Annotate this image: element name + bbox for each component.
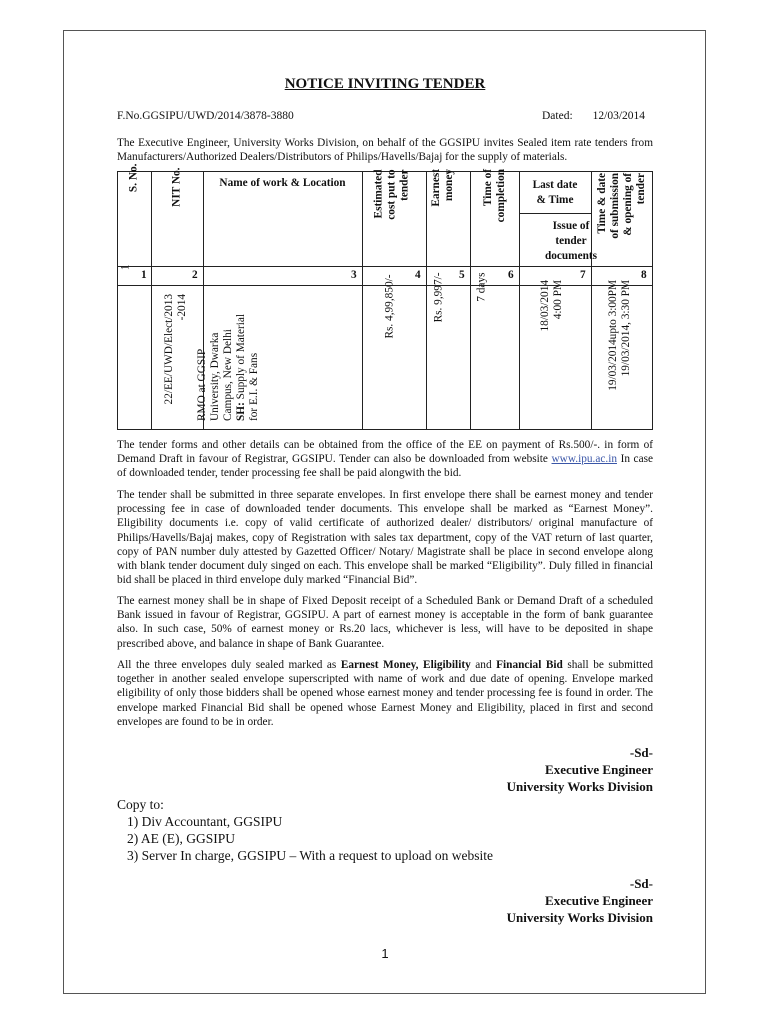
- intro-paragraph: The Executive Engineer, University Works Division, on behalf of the GGSIPU invites Sealed item rate tenders from Manufacturers/Authorized Dealers/Distributors of Philips/Havells/Bajaj for the supply of materials.: [117, 137, 653, 164]
- header-sub-line2: of submission: [609, 173, 621, 239]
- col-divider-4: [426, 171, 427, 430]
- header-submission: [596, 173, 648, 263]
- row-issue: [539, 280, 565, 370]
- row-submission: [607, 280, 633, 420]
- col-divider-7: [591, 171, 592, 430]
- para4-bold-1: Earnest Money, Eligibility: [340, 659, 471, 671]
- col-divider-5: [470, 171, 471, 430]
- header-time-line1: Time of: [482, 169, 494, 207]
- col-number: 8: [641, 269, 647, 281]
- row-nit-line1: 22/EE/UWD/Elect/2013: [163, 294, 175, 405]
- row-work-line5: for E.I. & Fans: [248, 352, 260, 421]
- row-work-line4-text: Supply of Material: [235, 313, 247, 403]
- last-date-divider: [519, 213, 591, 214]
- paragraph-tender-forms: [117, 438, 653, 481]
- paragraph-earnest-money: The earnest money shall be in shape of Fixed Deposit receipt of a Scheduled Bank or Demand Draft of a scheduled Bank issued in favour of Registrar, GGSIPU. A part of earnest money is acceptable in the form of bank guarantee also. In such case, 50% of earnest money or Rs.20 lacs, whichever is less, will have to be deposited in shape prescribed above, and balance in shape of Bank Guarantee.: [117, 595, 653, 650]
- col-number: 5: [459, 269, 465, 281]
- row-work: [196, 291, 262, 421]
- col-number: 3: [351, 269, 357, 281]
- signature-division: University Works Division: [506, 910, 653, 925]
- signature-division: University Works Division: [506, 779, 653, 794]
- row-issue-line2: 4:00 PM: [552, 280, 564, 320]
- col-divider-1: [151, 171, 152, 430]
- header-cost-line1: Estimated: [372, 169, 385, 219]
- header-earnest-line1: Earnest: [430, 169, 442, 207]
- para4-text-a: All the three envelopes duly sealed marked as: [117, 659, 341, 671]
- signature-designation: Executive Engineer: [545, 762, 653, 777]
- copy-to-item: 1) Div Accountant, GGSIPU: [127, 814, 283, 829]
- dated-value: 12/03/2014: [592, 110, 646, 122]
- header-time-line2: completion: [495, 169, 507, 223]
- header-last-line2: & Time: [536, 194, 574, 206]
- col-number: 2: [192, 269, 198, 281]
- copy-to-list: [117, 813, 493, 864]
- header-issue-line2: tender: [555, 235, 587, 247]
- copy-to-item: 3) Server In charge, GGSIPU – With a request to upload on website: [127, 848, 494, 863]
- para4-bold-2: Financial Bid: [496, 659, 563, 671]
- header-last-date: [519, 178, 591, 208]
- tender-table: [117, 163, 653, 430]
- table-border-left: [117, 171, 118, 430]
- header-nit: NIT No.: [170, 167, 183, 207]
- copy-to-item: 2) AE (E), GGSIPU: [127, 831, 235, 846]
- para1-text-b: In case of downloaded tender, tender processing fee shall be paid alongwith the bid.: [117, 453, 653, 480]
- header-issue-line1: Issue of: [552, 220, 590, 232]
- header-sub-line4: tender: [635, 173, 647, 205]
- row-earnest: Rs. 9,997/-: [432, 272, 445, 323]
- row-work-line2: University, Dwarka: [209, 332, 221, 421]
- signature-sd: -Sd-: [629, 876, 653, 891]
- row-issue-line1: 18/03/2014: [539, 280, 551, 332]
- header-issue-line3: documents: [544, 250, 598, 262]
- date-line: [542, 110, 645, 122]
- col-number: 1: [141, 269, 147, 281]
- paragraph-envelopes: The tender shall be submitted in three separate envelopes. In first envelope there shall be earnest money and tender processing fee in case of downloaded tender documents. This envelope shall be marked as “Earnest Money”. Eligibility documents i.e. copy of valid certificate of authorized dealer/ distributors/ original manufacture of Philips/Havells/Bajaj makes, copy of Registration with sales tax department, copy of the VAT return of last quarter, copy of PAN number duly attested by Gazetted Officer/ Notary/ Magistrate shall be place in second envelope along with blank tender document duly singed on each. This envelope shall be marked “Eligibility”. Duly filled in financial bid shall be placed in third envelope duly marked “Financial Bid”.: [117, 489, 653, 587]
- row-work-line1: RMO at GGSIP: [196, 348, 208, 421]
- copy-to-block: [117, 796, 493, 864]
- row-sub-line2: 19/03/2014, 3:30 PM: [620, 280, 632, 377]
- row-work-sh: SH:: [235, 402, 247, 421]
- signature-designation: Executive Engineer: [545, 893, 653, 908]
- header-divider: [117, 266, 653, 267]
- header-earnest: [430, 169, 456, 259]
- dated-label: Dated:: [542, 110, 573, 122]
- row-nit: [163, 294, 189, 424]
- page-number: 1: [381, 946, 389, 961]
- row-work-line3: Campus, New Delhi: [222, 329, 234, 421]
- signature-block-1: [507, 744, 653, 795]
- header-sno: S. No.: [127, 163, 140, 193]
- file-reference: F.No.GGSIPU/UWD/2014/3878-3880: [117, 110, 294, 122]
- para1-text-a: The tender forms and other details can be obtained from the office of the EE on payment of Rs.500/-. in form of Demand Draft in favour of Registrar, GGSIPU. Tender can also be downloaded from website: [117, 439, 653, 466]
- row-sub-line1: 19/03/2014upto 3:00PM: [607, 280, 619, 391]
- header-last-line1: Last date: [532, 179, 578, 191]
- row-work-line4: [235, 291, 248, 421]
- table-border-right: [652, 171, 653, 430]
- signature-block-2: [507, 875, 653, 926]
- header-work: Name of work & Location: [219, 177, 346, 189]
- website-link[interactable]: www.ipu.ac.in: [551, 453, 617, 466]
- header-cost-line3: tender: [398, 169, 411, 201]
- header-earnest-line2: money: [443, 169, 455, 202]
- col-number: 6: [508, 269, 514, 281]
- col-divider-3: [362, 171, 363, 430]
- header-sub-line3: & opening of: [622, 173, 634, 236]
- header-cost-line2: cost put to: [385, 169, 398, 220]
- para4-text-d: shall be submitted together in another sealed envelope superscripted with name of work and due date of opening. Envelope marked eligibility of only those bidders shall be opened whose earnest money and tender processing fee is found in order. The envelope marked Financial Bid shall be opened whose Earnest Money and Eligibility, placed in first and second envelopes are found to be in order.: [117, 659, 653, 728]
- row-sno: 1: [119, 264, 132, 271]
- header-sub-line1: Time & date: [596, 173, 608, 234]
- col-number: 7: [580, 269, 586, 281]
- col-divider-6: [519, 171, 520, 430]
- row-nit-line2: -2014: [176, 294, 188, 321]
- para4-text-c: and: [470, 659, 497, 671]
- paragraph-submission: [117, 658, 653, 729]
- document-title: NOTICE INVITING TENDER: [284, 76, 486, 92]
- row-time: 7 days: [475, 272, 488, 302]
- copy-to-label: Copy to:: [117, 797, 164, 812]
- table-border-bottom: [117, 429, 653, 430]
- col-number: 4: [415, 269, 421, 281]
- header-cost: [373, 170, 412, 260]
- row-cost: Rs. 4,99,850/-: [383, 274, 396, 339]
- header-time: [482, 169, 508, 259]
- signature-sd: -Sd-: [629, 745, 653, 760]
